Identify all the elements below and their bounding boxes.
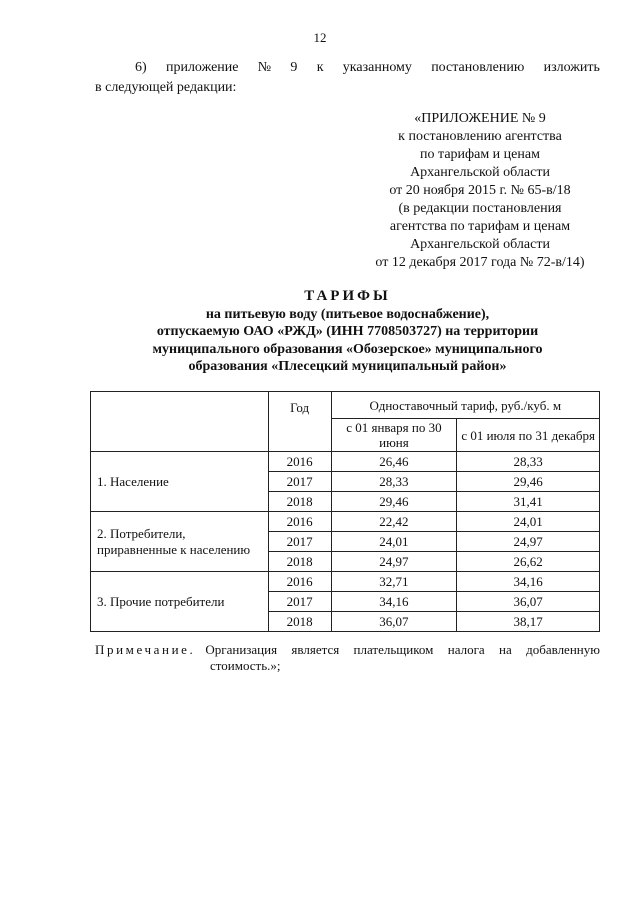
appendix-line: Архангельской области	[410, 165, 550, 180]
year-cell: 2016	[268, 512, 331, 532]
intro-word: 9	[290, 60, 298, 75]
year-cell: 2018	[268, 612, 331, 632]
year-cell: 2017	[268, 592, 331, 612]
value-cell: 24,01	[331, 532, 457, 552]
value-cell: 24,97	[457, 532, 600, 552]
value-cell: 28,33	[457, 452, 600, 472]
intro-word: указанному	[342, 60, 412, 75]
value-cell: 22,42	[331, 512, 457, 532]
year-cell: 2017	[268, 532, 331, 552]
intro-word: изложить	[543, 60, 600, 75]
heading-title: ТАРИФЫ	[304, 288, 391, 304]
table-row	[91, 512, 600, 532]
heading-line: образования «Плесецкий муниципальный район»	[188, 359, 507, 374]
note-line-2: стоимость.»;	[210, 658, 281, 673]
table-note	[95, 642, 600, 674]
header-tariff: Одноставочный тариф, руб./куб. м	[331, 392, 599, 419]
intro-paragraph	[95, 58, 600, 98]
heading-line: отпускаемую ОАО «РЖД» (ИНН 7708503727) на территории	[156, 324, 539, 339]
appendix-line: Архангельской области	[410, 237, 550, 252]
category-cell: 1. Население	[91, 452, 269, 512]
intro-word: к	[316, 60, 324, 75]
table-header-row	[91, 392, 600, 419]
value-cell: 32,71	[331, 572, 457, 592]
appendix-line: к постановлению агентства	[398, 129, 562, 144]
appendix-line: от 12 декабря 2017 года № 72-в/14)	[375, 255, 585, 270]
header-period-2: с 01 июля по 31 декабря	[457, 419, 600, 452]
note-word: на	[499, 642, 512, 657]
header-year: Год	[268, 392, 331, 452]
document-heading	[95, 288, 600, 376]
value-cell: 29,46	[457, 472, 600, 492]
intro-word: приложение	[165, 60, 239, 75]
note-label: Примечание.	[95, 642, 196, 657]
value-cell: 34,16	[331, 592, 457, 612]
note-word: плательщиком	[353, 642, 434, 657]
year-cell: 2017	[268, 472, 331, 492]
note-words	[205, 642, 600, 658]
intro-word: постановлению	[431, 60, 525, 75]
appendix-reference-block	[330, 110, 630, 272]
value-cell: 24,01	[457, 512, 600, 532]
value-cell: 36,07	[457, 592, 600, 612]
note-word: добавленную	[526, 642, 600, 657]
header-period-1: с 01 января по 30 июня	[331, 419, 457, 452]
category-cell: 3. Прочие потребители	[91, 572, 269, 632]
category-cell: 2. Потребители, приравненные к населению	[91, 512, 269, 572]
year-cell: 2018	[268, 492, 331, 512]
header-empty-cell	[91, 392, 269, 452]
appendix-line: (в редакции постановления	[398, 201, 562, 216]
year-cell: 2016	[268, 572, 331, 592]
value-cell: 36,07	[331, 612, 457, 632]
appendix-line: агентства по тарифам и ценам	[389, 219, 571, 234]
note-word: налога	[447, 642, 485, 657]
year-cell: 2018	[268, 552, 331, 572]
note-line-1	[95, 642, 600, 658]
intro-line-2: в следующей редакции:	[95, 80, 237, 95]
heading-line: на питьевую воду (питьевое водоснабжение),	[205, 306, 490, 322]
value-cell: 26,46	[331, 452, 457, 472]
table-row	[91, 572, 600, 592]
appendix-line: от 20 ноября 2015 г. № 65-в/18	[389, 183, 571, 198]
note-word: Организация	[205, 642, 278, 657]
table-row	[91, 452, 600, 472]
value-cell: 26,62	[457, 552, 600, 572]
heading-line: муниципального образования «Обозерское» муниципального	[152, 341, 543, 357]
value-cell: 29,46	[331, 492, 457, 512]
appendix-line: «ПРИЛОЖЕНИЕ № 9	[414, 111, 546, 126]
value-cell: 34,16	[457, 572, 600, 592]
appendix-line: по тарифам и ценам	[420, 147, 540, 162]
value-cell: 28,33	[331, 472, 457, 492]
year-cell: 2016	[268, 452, 331, 472]
value-cell: 24,97	[331, 552, 457, 572]
intro-word: 6)	[135, 60, 147, 75]
value-cell: 31,41	[457, 492, 600, 512]
note-word: является	[291, 642, 340, 657]
page-number: 12	[313, 30, 327, 45]
intro-word: №	[257, 60, 272, 75]
value-cell: 38,17	[457, 612, 600, 632]
intro-line-1	[95, 58, 600, 78]
tariff-table	[90, 391, 600, 632]
